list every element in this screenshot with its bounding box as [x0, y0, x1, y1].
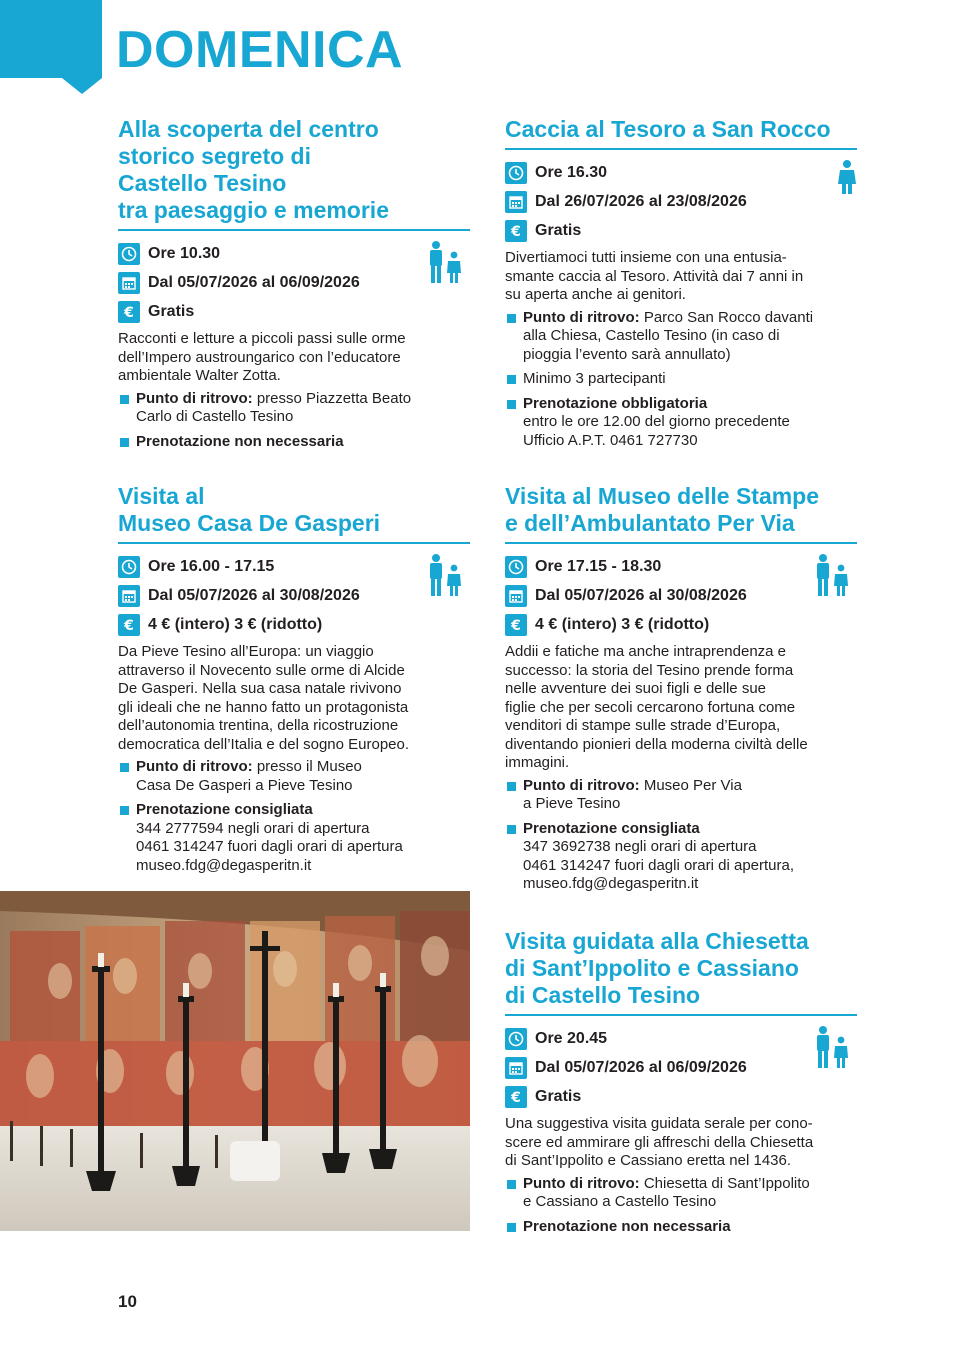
event-meta: [118, 552, 470, 639]
event-title-line: Caccia al Tesoro a San Rocco: [505, 116, 831, 142]
event-title: [505, 116, 857, 150]
description-line: dell’Impero austroungarico con l’educatore: [118, 348, 401, 366]
adult-and-child-icon: [426, 554, 464, 601]
description-line: immagini.: [505, 754, 570, 771]
event-title-line: di Castello Tesino: [505, 982, 701, 1008]
bullet-square: [507, 400, 516, 409]
description-line: De Gasperi. Nella sua casa natale rivivono: [118, 680, 402, 697]
event-title-line: Alla scoperta del centro: [118, 116, 379, 142]
meeting-text: presso Piazzetta Beato: [256, 389, 412, 407]
booking-label: Prenotazione non necessaria: [136, 432, 344, 450]
time-row: [118, 552, 470, 581]
clock-icon: [505, 162, 527, 184]
booking-info: [505, 1218, 857, 1237]
description-line: Racconti e letture a piccoli passi sulle orme: [118, 330, 406, 347]
event-price: Gratis: [535, 221, 582, 239]
meeting-label: Punto di ritrovo:: [136, 758, 253, 775]
description-line: di Sant’Ippolito e Cassiano eretta nel 1436.: [505, 1152, 792, 1169]
event-price: Gratis: [148, 302, 195, 320]
euro-icon: [505, 614, 527, 636]
event-description: [505, 1115, 857, 1171]
event-title-line: e dell’Ambulantato Per Via: [505, 510, 795, 536]
euro-icon: [505, 220, 527, 242]
booking-info: [505, 820, 857, 894]
description-line: Una suggestiva visita guidata serale per cono-: [505, 1115, 813, 1132]
booking-label: Prenotazione consigliata: [136, 801, 313, 818]
event-title-line: Visita al Museo delle Stampe: [505, 483, 820, 509]
description-line: smante caccia al Tesoro. Attività dai 7 anni in: [505, 267, 804, 285]
event-dates: Dal 05/07/2026 al 06/09/2026: [148, 273, 360, 291]
booking-info: [118, 433, 470, 452]
event-title-line: tra paesaggio e memorie: [118, 197, 389, 223]
event-museo-de-gasperi: [118, 483, 470, 881]
euro-icon: [118, 614, 140, 636]
event-title-line: Museo Casa De Gasperi: [118, 510, 381, 536]
adult-and-child-icon: [426, 241, 464, 288]
meeting-text: e Cassiano a Castello Tesino: [523, 1193, 717, 1210]
event-meta: [505, 1024, 857, 1111]
booking-text: 0461 314247 fuori dagli orari di apertura,: [523, 856, 795, 874]
event-dates: Dal 05/07/2026 al 30/08/2026: [535, 586, 747, 604]
svg-text:€: €: [511, 223, 521, 239]
event-info-list: [505, 1175, 857, 1237]
bullet-square: [507, 314, 516, 323]
booking-info: [505, 395, 857, 451]
meeting-text: Carlo di Castello Tesino: [136, 408, 294, 425]
price-row: [118, 297, 470, 326]
event-centro-storico: [118, 116, 470, 457]
child-icon: [837, 160, 857, 199]
booking-label: Prenotazione obbligatoria: [523, 394, 708, 412]
event-title-line: di Sant’Ippolito e Cassiano: [505, 955, 799, 981]
svg-text:€: €: [124, 617, 134, 633]
event-time: Ore 10.30: [148, 244, 221, 262]
page-title: DOMENICA: [116, 21, 404, 79]
date-row: [118, 581, 470, 610]
event-description: [118, 330, 470, 386]
calendar-icon: [505, 585, 527, 607]
meeting-point: [505, 1175, 857, 1212]
event-info-list: [118, 758, 470, 875]
description-line: venditori di stampe sulle strade d’Europa,: [505, 717, 781, 734]
meeting-label: Punto di ritrovo:: [523, 308, 640, 326]
euro-icon: [505, 1086, 527, 1108]
price-row: [505, 1082, 857, 1111]
date-row: [505, 581, 857, 610]
fresco-chapel-illustration: [0, 891, 470, 1231]
event-dates: Dal 05/07/2026 al 06/09/2026: [535, 1058, 747, 1076]
bullet-square: [507, 1223, 516, 1232]
time-row: [118, 239, 470, 268]
price-row: [505, 216, 857, 245]
date-row: [505, 1053, 857, 1082]
event-info-list: [118, 390, 470, 452]
clock-icon: [505, 1028, 527, 1050]
event-time: Ore 20.45: [535, 1029, 608, 1047]
event-price: Gratis: [535, 1087, 582, 1105]
bullet-square: [120, 395, 129, 404]
meeting-text: pioggia l’evento sarà annullato): [523, 345, 731, 363]
meeting-text: Casa De Gasperi a Pieve Tesino: [136, 776, 353, 794]
booking-label: Prenotazione non necessaria: [523, 1217, 731, 1235]
meeting-point: [118, 758, 470, 795]
meeting-label: Punto di ritrovo:: [523, 776, 640, 794]
page-number: 10: [118, 1292, 137, 1311]
date-row: [118, 268, 470, 297]
bullet-square: [120, 438, 129, 447]
participants-info: [505, 370, 857, 389]
meeting-text: presso il Museo: [256, 758, 362, 775]
time-row: [505, 1024, 857, 1053]
booking-text: museo.fdg@degasperitn.it: [523, 875, 699, 892]
meeting-text: Parco San Rocco davanti: [643, 308, 814, 326]
description-line: Addii e fatiche ma anche intraprendenza e: [505, 643, 787, 660]
svg-text:€: €: [511, 617, 521, 633]
event-title: [505, 483, 857, 544]
event-museo-stampe: [505, 483, 857, 900]
event-price: 4 € (intero) 3 € (ridotto): [148, 615, 323, 633]
time-row: [505, 552, 857, 581]
bullet-square: [507, 375, 516, 384]
bullet-square: [120, 763, 129, 772]
description-line: democratica dell’Italia e del sogno Europeo.: [118, 735, 410, 753]
meeting-label: Punto di ritrovo:: [136, 389, 253, 407]
calendar-icon: [118, 272, 140, 294]
clock-icon: [118, 556, 140, 578]
event-caccia-al-tesoro: [505, 116, 857, 456]
event-meta: [505, 552, 857, 639]
event-meta: [118, 239, 470, 326]
bullet-square: [507, 1180, 516, 1189]
booking-text: 0461 314247 fuori dagli orari di apertura: [136, 838, 403, 855]
participants-text: Minimo 3 partecipanti: [523, 370, 666, 387]
event-title-line: Visita al: [118, 483, 205, 509]
booking-text: 344 2777594 negli orari di apertura: [136, 819, 370, 837]
time-row: [505, 158, 857, 187]
description-line: ambientale Walter Zotta.: [118, 367, 281, 384]
event-info-list: [505, 777, 857, 894]
adult-and-child-icon: [813, 1026, 851, 1073]
description-line: diventando pionieri della moderna civiltà delle: [505, 735, 808, 753]
bullet-square: [120, 806, 129, 815]
description-line: attraverso il Novecento sulle orme di Alcide: [118, 661, 405, 679]
event-time: Ore 17.15 - 18.30: [535, 557, 662, 575]
meeting-point: [505, 309, 857, 365]
price-row: [505, 610, 857, 639]
event-title-line: Castello Tesino: [118, 170, 287, 196]
event-description: [505, 249, 857, 305]
description-line: figlie che per secoli cercarono fortuna come: [505, 698, 796, 716]
event-title-line: Visita guidata alla Chiesetta: [505, 928, 809, 954]
calendar-icon: [118, 585, 140, 607]
date-row: [505, 187, 857, 216]
event-info-list: [505, 309, 857, 451]
fresco-chapel-photo: [0, 891, 470, 1231]
event-title-line: storico segreto di: [118, 143, 311, 169]
event-description: [505, 643, 857, 773]
meeting-point: [505, 777, 857, 814]
event-title: [118, 116, 470, 231]
event-dates: Dal 05/07/2026 al 30/08/2026: [148, 586, 360, 604]
clock-icon: [118, 243, 140, 265]
price-row: [118, 610, 470, 639]
event-title: [118, 483, 470, 544]
day-tab: [0, 0, 102, 78]
booking-text: entro le ore 12.00 del giorno precedente: [523, 413, 790, 430]
event-chiesetta: [505, 928, 857, 1242]
meeting-text: Chiesetta di Sant’Ippolito: [643, 1174, 810, 1192]
booking-text: museo.fdg@degasperitn.it: [136, 856, 312, 874]
description-line: successo: la storia del Tesino prende forma: [505, 661, 794, 679]
event-price: 4 € (intero) 3 € (ridotto): [535, 615, 710, 633]
booking-text: 347 3692738 negli orari di apertura: [523, 838, 757, 855]
svg-text:€: €: [511, 1089, 521, 1105]
euro-icon: [118, 301, 140, 323]
bullet-square: [507, 825, 516, 834]
description-line: Da Pieve Tesino all’Europa: un viaggio: [118, 643, 374, 660]
meeting-text: a Pieve Tesino: [523, 795, 621, 812]
meeting-text: Museo Per Via: [643, 776, 742, 794]
meeting-text: alla Chiesa, Castello Tesino (in caso di: [523, 327, 780, 344]
calendar-icon: [505, 1057, 527, 1079]
event-title: [505, 928, 857, 1016]
meeting-point: [118, 390, 470, 427]
event-time: Ore 16.00 - 17.15: [148, 557, 275, 575]
booking-text: Ufficio A.P.T. 0461 727730: [523, 431, 698, 449]
event-meta: [505, 158, 857, 245]
event-dates: Dal 26/07/2026 al 23/08/2026: [535, 192, 747, 210]
booking-info: [118, 801, 470, 875]
booking-label: Prenotazione consigliata: [523, 819, 700, 837]
svg-text:€: €: [124, 304, 134, 320]
adult-and-child-icon: [813, 554, 851, 601]
description-line: scere ed ammirare gli affreschi della Chiesetta: [505, 1133, 814, 1151]
description-line: gli ideali che ne hanno fatto un protagonista: [118, 698, 409, 716]
description-line: dell’autonomia trentina, della ricostruzione: [118, 717, 399, 734]
day-tab-notch: [62, 78, 102, 94]
description-line: nelle avventure dei suoi figli e delle sue: [505, 680, 766, 697]
description-line: su aperta anche ai genitori.: [505, 286, 686, 303]
event-time: Ore 16.30: [535, 163, 608, 181]
bullet-square: [507, 782, 516, 791]
meeting-label: Punto di ritrovo:: [523, 1174, 640, 1192]
clock-icon: [505, 556, 527, 578]
calendar-icon: [505, 191, 527, 213]
event-description: [118, 643, 470, 754]
description-line: Divertiamoci tutti insieme con una entusia-: [505, 249, 787, 266]
